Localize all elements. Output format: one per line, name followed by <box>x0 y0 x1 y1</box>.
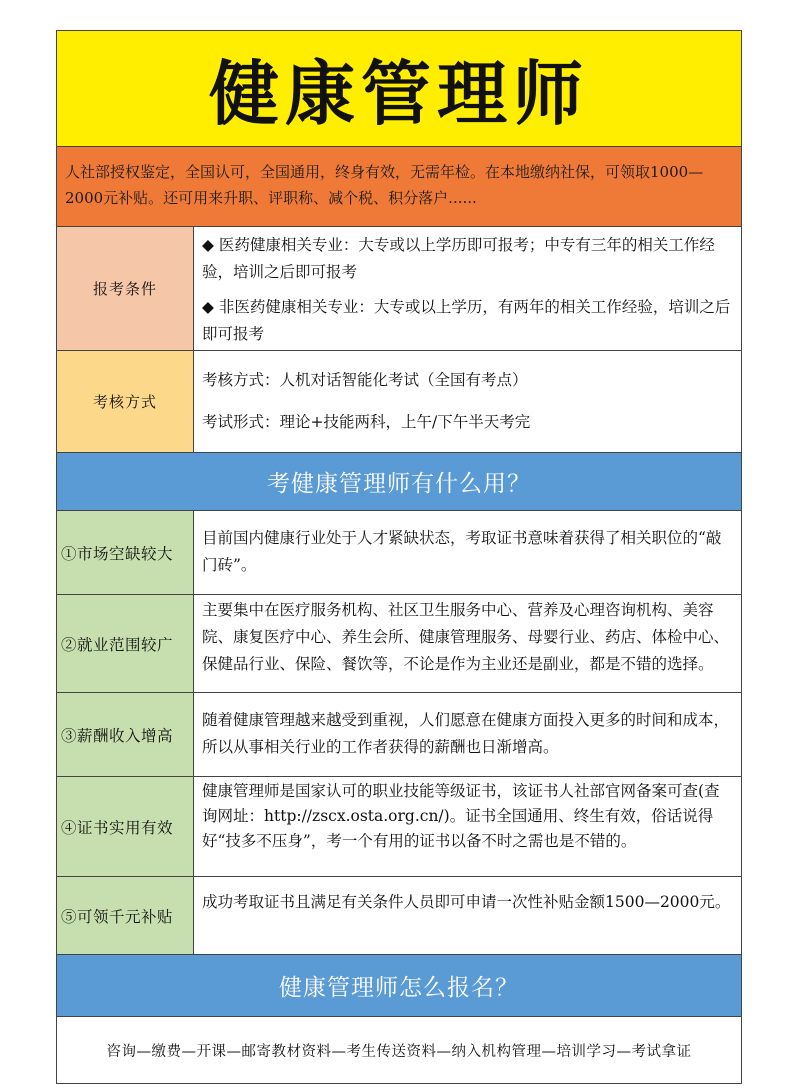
signup-heading: 健康管理师怎么报名？ <box>57 955 741 1017</box>
assessment-row <box>57 351 741 453</box>
use-row <box>57 511 741 595</box>
use-label: ⑤可领千元补贴 <box>57 877 194 954</box>
use-row <box>57 693 741 777</box>
requirements-row <box>57 227 741 351</box>
requirements-content <box>194 227 741 350</box>
use-row <box>57 777 741 877</box>
assessment-item: 考核方式：人机对话智能化考试（全国有考点） <box>202 371 528 389</box>
requirement-item: ◆ 非医药健康相关专业：大专或以上学历，有两年的相关工作经验，培训之后即可报考 <box>202 298 731 343</box>
use-label: ①市场空缺较大 <box>57 511 194 594</box>
signup-process: 咨询—缴费—开课—邮寄教材资料—考生传送资料—纳入机构管理—培训学习—考试拿证 <box>106 1043 692 1060</box>
use-text: 主要集中在医疗服务机构、社区卫生服务中心、营养及心理咨询机构、美容院、康复医疗中心、养生会所、健康管理服务、母婴行业、药店、体检中心、保健品行业、保险、餐饮等，不论是作为主业还是副业，都是不错的选择。 <box>202 601 730 673</box>
poster <box>56 30 742 1084</box>
page-title: 健康管理师 <box>209 53 589 135</box>
assessment-content <box>194 351 741 452</box>
requirements-label: 报考条件 <box>57 227 194 350</box>
uses-heading: 考健康管理师有什么用？ <box>57 453 741 511</box>
intro-text: 人社部授权鉴定，全国认可，全国通用，终身有效，无需年检。在本地缴纳社保，可领取1000—2000元补贴。还可用来升职、评职称、减个税、积分落户...... <box>57 147 741 227</box>
use-label: ③薪酬收入增高 <box>57 693 194 776</box>
requirement-item: ◆ 医药健康相关专业：大专或以上学历即可报考；中专有三年的相关工作经验，培训之后即可报考 <box>202 236 715 281</box>
use-row <box>57 877 741 955</box>
use-text: 目前国内健康行业处于人才紧缺状态，考取证书意味着获得了相关职位的“敲门砖”。 <box>202 529 722 574</box>
use-text: 随着健康管理越来越受到重视，人们愿意在健康方面投入更多的时间和成本，所以从事相关行业的工作者获得的薪酬也日渐增高。 <box>202 711 730 756</box>
use-row <box>57 595 741 693</box>
use-label: ②就业范围较广 <box>57 595 194 692</box>
assessment-item: 考试形式：理论+技能两科，上午/下午半天考完 <box>202 413 531 431</box>
title-banner <box>57 31 741 147</box>
assessment-label: 考核方式 <box>57 351 194 452</box>
use-label: ④证书实用有效 <box>57 777 194 876</box>
use-text: 成功考取证书且满足有关条件人员即可申请一次性补贴金额1500—2000元。 <box>202 893 731 911</box>
use-text: 健康管理师是国家认可的职业技能等级证书，该证书人社部官网备案可查(查询网址：http://zscx.osta.org.cn/)。证书全国通用、终生有效，俗话说得好“技多不压身”，考一个有用的证书以备不时之需也是不错的。 <box>202 782 720 850</box>
